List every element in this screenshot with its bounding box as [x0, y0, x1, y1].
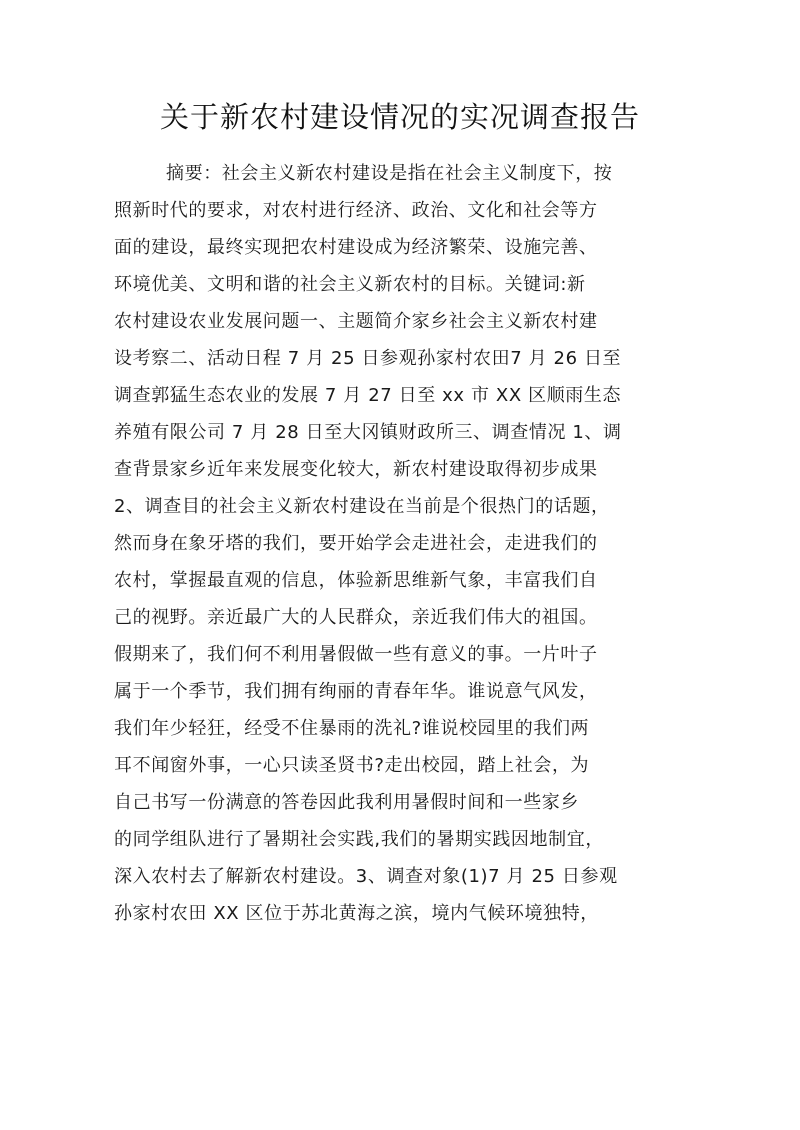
body-line: 假期来了，我们何不利用暑假做一些有意义的事。一片叶子 — [114, 644, 598, 665]
body-line: 设考察二、活动日程 7 月 25 日参观孙家村农田7 月 26 日至 — [114, 348, 622, 369]
body-line: 属于一个季节，我们拥有绚丽的青春年华。谁说意气风发， — [114, 681, 598, 702]
body-line: 农村，掌握最直观的信息，体验新思维新气象，丰富我们自 — [114, 570, 598, 591]
body-line: 深入农村去了解新农村建设。3、调查对象(1)7 月 25 日参观 — [114, 866, 618, 887]
body-line: 查背景家乡近年来发展变化较大，新农村建设取得初步成果 — [114, 459, 598, 480]
body-line: 耳不闻窗外事，一心只读圣贤书?走出校园，踏上社会，为 — [114, 755, 590, 776]
body-line: 农村建设农业发展问题一、主题简介家乡社会主义新农村建 — [114, 311, 598, 332]
body-line: 孙家村农田 XX 区位于苏北黄海之滨，境内气候环境独特， — [114, 903, 599, 924]
body-line: 摘要：社会主义新农村建设是指在社会主义制度下，按 — [166, 163, 613, 184]
body-line: 己的视野。亲近最广大的人民群众，亲近我们伟大的祖国。 — [114, 607, 598, 628]
body-line: 养殖有限公司 7 月 28 日至大冈镇财政所三、调查情况 1、调 — [114, 422, 622, 443]
body-line: 2、调查目的社会主义新农村建设在当前是个很热门的话题， — [114, 496, 610, 517]
body-line: 环境优美、文明和谐的社会主义新农村的目标。关键词:新 — [114, 274, 586, 295]
body-line: 自己书写一份满意的答卷因此我利用暑假时间和一些家乡 — [114, 792, 579, 813]
body-line: 的同学组队进行了暑期社会实践,我们的暑期实践因地制宜， — [114, 829, 604, 850]
body-line: 调查郭猛生态农业的发展 7 月 27 日至 xx 市 XX 区顺雨生态 — [114, 385, 622, 406]
body-line: 我们年少轻狂，经受不住暴雨的洗礼?谁说校园里的我们两 — [114, 718, 590, 739]
body-line: 面的建设，最终实现把农村建设成为经济繁荣、设施完善、 — [114, 237, 598, 258]
body-line: 然而身在象牙塔的我们，要开始学会走进社会，走进我们的 — [114, 533, 598, 554]
document-title: 关于新农村建设情况的实况调查报告 — [159, 100, 640, 134]
document-body — [114, 155, 692, 932]
body-line: 照新时代的要求，对农村进行经济、政治、文化和社会等方 — [114, 200, 598, 221]
